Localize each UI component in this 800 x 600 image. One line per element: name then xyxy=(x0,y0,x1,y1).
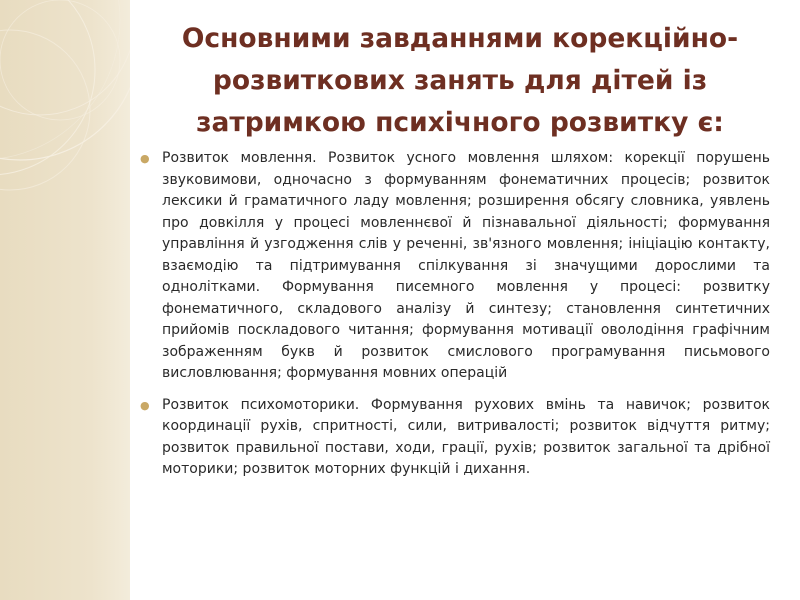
slide-title: Основними завданнями корекційно-розвиткових занять для дітей із затримкою психічного розвитку є: xyxy=(181,23,739,138)
bullet-dot-icon: ● xyxy=(140,152,150,165)
bullet-text: Розвиток психомоторики. Формування рухових вмінь та навичок; розвиток координації рухів, спритності, сили, витривалості; розвиток відчуття ритму; розвиток правильної постави, ходи, грації, рухів; розвиток загальної та дрібної моторики; розвиток моторних функцій і дихання. xyxy=(162,396,770,477)
decorative-circles-graphic xyxy=(0,0,130,600)
bullet-item-speech xyxy=(138,148,770,385)
decorative-side-band xyxy=(0,0,130,600)
bullet-item-psychomotor xyxy=(138,395,770,481)
bullet-list xyxy=(138,148,770,491)
bullet-text: Розвиток мовлення. Розвиток усного мовлення шляхом: корекції порушень звуковимови, одночасно з формуванням фонематичних процесів; розвиток лексики й граматичного ладу мовлення; розширення обсягу словника, уявлень про довкілля у процесі мовленнєвої й пізнавальної діяльності; формування управління й узгодження слів у реченні, зв'язного мовлення; ініціацію контакту, взаємодію та підтримування спілкування зі значущими дорослими та однолітками. Формування писемного мовлення у процесі: розвитку фонематичного, складового аналізу й синтезу; становлення синтетичних прийомів поскладового читання; формування мотивації оволодіння графічним зображенням букв й розвиток смислового програмування письмового висловлювання; формування мовних операцій xyxy=(162,150,770,381)
bullet-dot-icon: ● xyxy=(140,398,150,412)
